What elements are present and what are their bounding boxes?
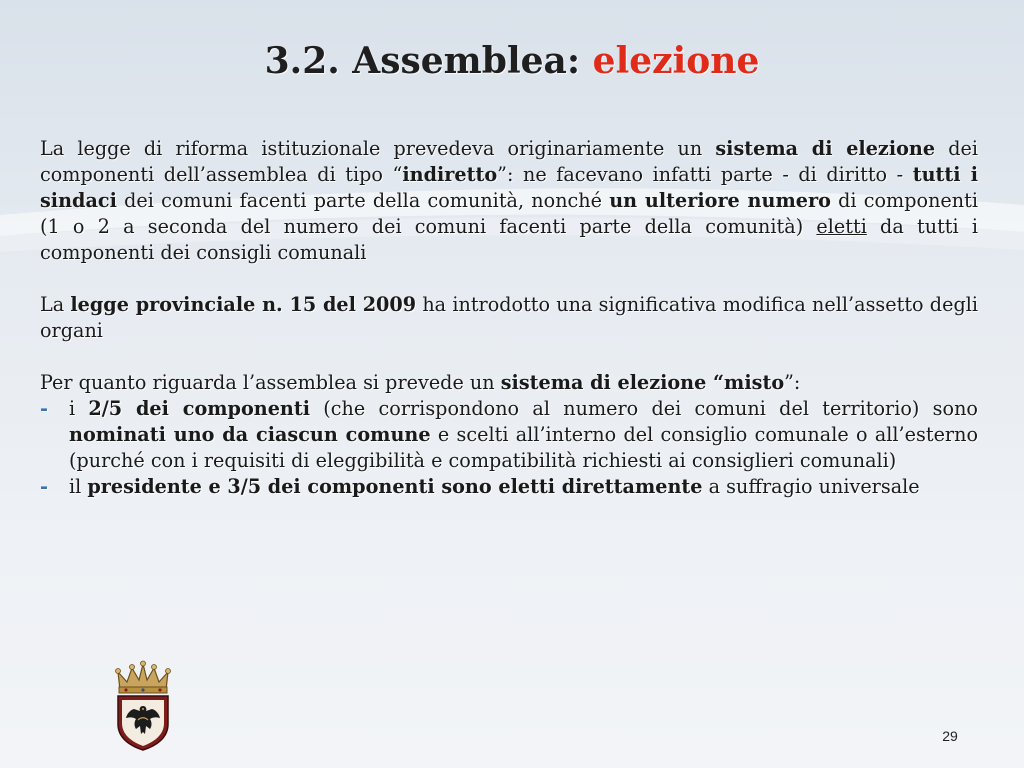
p1-underline-1: eletti (816, 215, 867, 238)
li1-bold-1: 2/5 dei componenti (88, 397, 311, 420)
slide-title (0, 40, 1024, 82)
list-item (40, 474, 978, 500)
li2-text-1: il (69, 475, 88, 498)
p1-text-6: da tutti i componenti dei consigli comunali (40, 215, 978, 264)
dash-bullet-icon: - (40, 475, 48, 498)
paragraph-1 (40, 136, 978, 266)
li1-text-1: i (69, 397, 89, 420)
li2-bold-1: presidente e 3/5 dei componenti sono eletti direttamente (87, 475, 703, 498)
p1-bold-3: tutti i sindaci (40, 163, 978, 212)
page-number: 29 (942, 728, 958, 744)
p2-bold-1: legge provinciale n. 15 del 2009 (70, 293, 417, 316)
p1-text-4: dei comuni facenti parte della comunità, nonché (116, 189, 610, 212)
li1-bold-2: nominati uno da ciascun comune (69, 423, 431, 446)
li1-text-2: (che corrispondono al numero dei comuni del territorio) sono (310, 397, 978, 420)
paragraph-3 (40, 370, 978, 396)
p1-bold-4: un ulteriore numero (609, 189, 831, 212)
p1-text-2: dei componenti dell’assemblea di tipo “ (40, 137, 978, 186)
coat-of-arms-icon (112, 660, 174, 752)
p3-text-2: ”: (784, 371, 801, 394)
p1-bold-2: indiretto (402, 163, 498, 186)
election-list (40, 396, 978, 500)
title-main: 3.2. Assemblea: (264, 40, 593, 82)
p1-text-1: La legge di riforma istituzionale prevedeva originariamente un (40, 137, 716, 160)
title-accent: elezione (592, 40, 760, 82)
p2-text-1: La (40, 293, 71, 316)
p1-text-5: di componenti (1 o 2 a seconda del numero dei comuni facenti parte della comunità) (40, 189, 978, 238)
p3-text-1: Per quanto riguarda l’assemblea si prevede un (40, 371, 501, 394)
p2-text-2: ha introdotto una significativa modifica nell’assetto degli organi (40, 293, 978, 342)
li1-text-3: e scelti all’interno del consiglio comunale o all’esterno (purché con i requisiti di eleggibilità e compatibilità richiesti ai consiglieri comunali) (69, 423, 979, 472)
li2-text-2: a suffragio universale (702, 475, 920, 498)
paragraph-2 (40, 292, 978, 344)
p1-text-3: ”: ne facevano infatti parte - di diritto - (497, 163, 913, 186)
p3-bold-1: sistema di elezione “misto (500, 371, 785, 394)
list-item (40, 396, 978, 474)
p1-bold-1: sistema di elezione (715, 137, 936, 160)
slide-body (40, 136, 978, 500)
dash-bullet-icon: - (40, 397, 48, 420)
